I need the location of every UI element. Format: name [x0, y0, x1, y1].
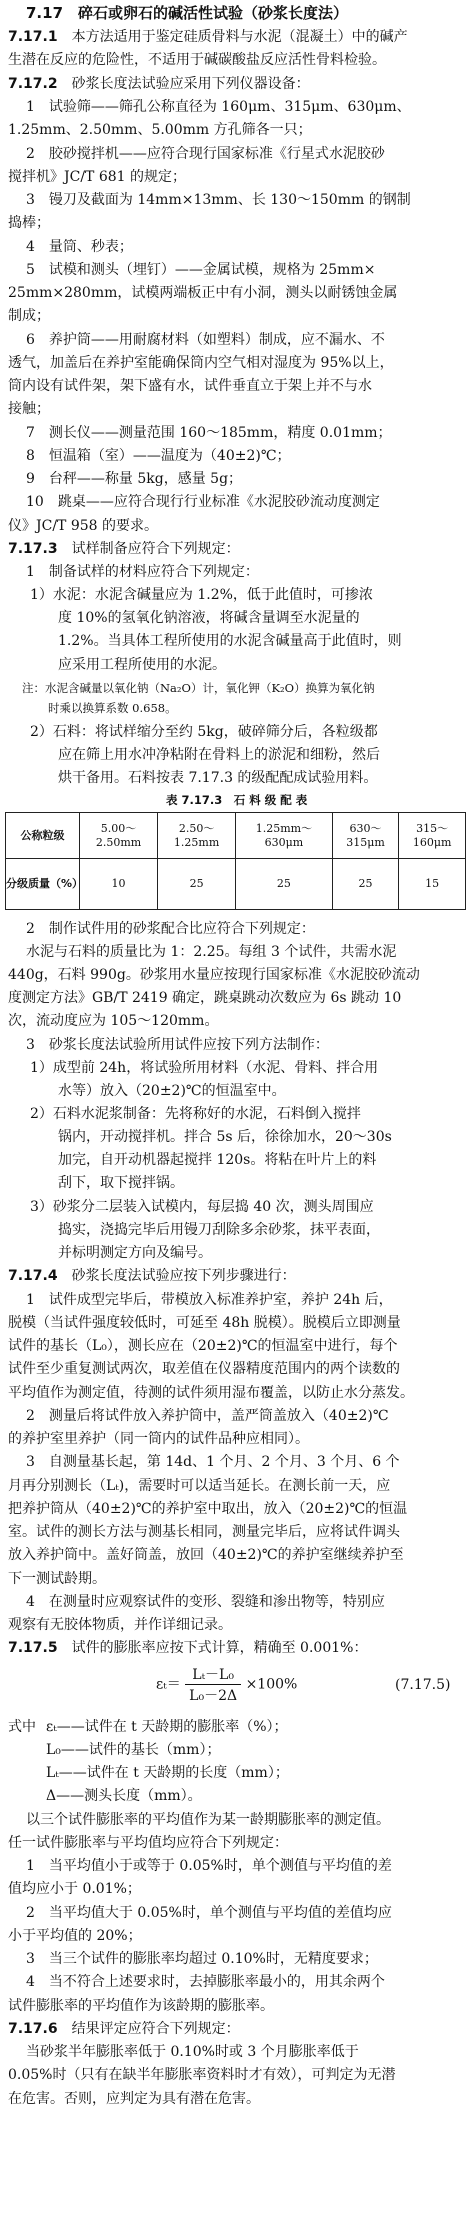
formula-rhs: ×100%: [245, 1676, 298, 1693]
instrument-line: 9 台秤——称量 5kg，感量 5g；: [26, 471, 243, 487]
procedure-line: 试件至少重复测试两次，取差值在仪器精度范围内的两个读数的: [8, 1361, 400, 1377]
specimen-line: 水等）放入（20±2)℃的恒温室中。: [58, 1083, 286, 1099]
clause-7-17-1-line-2: 生潜在反应的危险性，不适用于碱碳酸盐反应活性骨料检验。: [8, 52, 386, 68]
instrument-line: 搅拌机》JC/T 681 的规定；: [8, 169, 187, 185]
grading-table: [5, 812, 466, 910]
specimen-line: 3 砂浆长度法试验所用试件应按下列方法制作：: [26, 1037, 329, 1053]
clause-number: 7.17.3: [8, 541, 58, 557]
specimen-line: 加完，自开动机器起搅拌 120s。将粘在叶片上的料: [58, 1152, 377, 1168]
procedure-line: 月再分别测长（Lₜ)，需要时可以适当延长。在测长前一天，应: [8, 1478, 391, 1494]
specimen-line: 刮下，取下搅拌锅。: [58, 1175, 184, 1191]
evaluation-line: 当砂浆半年膨胀率低于 0.10%时或 3 个月膨胀率低于: [26, 2044, 359, 2060]
clause-number: 7.17.2: [8, 76, 58, 92]
cement-line: 1）水泥：水泥含碱量应为 1.2%，低于此值时，可掺浓: [30, 587, 373, 603]
clause-text: 试件的膨胀率应按下式计算，精确至 0.001%：: [71, 1640, 368, 1656]
cement-line: 度 10%的氢氧化钠溶液，将碱含量调至水泥量的: [58, 610, 360, 626]
section-heading: 7.17 碎石或卵石的碱活性试验（砂浆长度法）: [26, 4, 349, 22]
instrument-line: 捣棒；: [8, 215, 50, 231]
note-line: 注：水泥含碱量以氧化钠（Na₂O）计，氧化钾（K₂O）换算为氧化钠: [22, 681, 375, 695]
clause-text: 砂浆长度法试验应采用下列仪器设备：: [71, 76, 310, 92]
clause-7-17-2-intro: [8, 75, 310, 93]
note-line: 时乘以换算系数 0.658。: [48, 701, 177, 715]
procedure-line: 把养护筒从（40±2)℃的养护室中取出，放入（20±2)℃的恒温: [8, 1501, 408, 1517]
clause-7-17-4-intro: [8, 1267, 296, 1285]
specimen-line: 锅内，开动搅拌机。拌合 5s 后，徐徐加水，20～30s: [58, 1129, 392, 1145]
table-row-header: 公称粒级: [6, 813, 80, 859]
instrument-line: 制成；: [8, 308, 50, 324]
cement-line: 应采用工程所使用的水泥。: [58, 657, 226, 673]
symbol-definition: Δ——测头长度（mm）。: [46, 1788, 202, 1804]
table-row: [6, 859, 466, 910]
evaluation-line: 0.05%时（只有在缺半年膨胀率资料时才有效），可判定为无潜: [8, 2067, 396, 2083]
clause-number: 7.17.1: [8, 29, 58, 45]
formula-numerator: Lₜ－L₀: [185, 1664, 241, 1685]
procedure-line: 2 测量后将试件放入养护筒中，盖严筒盖放入（40±2)℃: [26, 1408, 389, 1424]
specimen-line: 2）石料水泥浆制备：先将称好的水泥，石料倒入搅拌: [30, 1106, 361, 1122]
precision-line: 以三个试件膨胀率的平均值作为某一龄期膨胀率的测定值。: [26, 1812, 390, 1828]
table-cell: 15: [399, 859, 466, 910]
procedure-line: 3 自测量基长起，第 14d、1 个月、2 个月、3 个月、6 个: [26, 1454, 400, 1470]
precision-line: 2 当平均值大于 0.05%时，单个测值与平均值的差值均应: [26, 1905, 392, 1921]
table-cell: 2.50～ 1.25mm: [158, 813, 236, 859]
clause-text: 结果评定应符合下列规定：: [71, 2021, 240, 2037]
table-cell: 10: [80, 859, 158, 910]
mix-line: 2 制作试件用的砂浆配合比应符合下列规定：: [26, 921, 315, 937]
symbol-definition: εₜ——试件在 t 天龄期的膨胀率（%）；: [46, 1719, 288, 1735]
table-cell: 5.00～ 2.50mm: [80, 813, 158, 859]
cement-line: 1.2%。当具体工程所使用的水泥含碱量高于此值时，则: [58, 633, 402, 649]
precision-line: 1 当平均值小于或等于 0.05%时，单个测值与平均值的差: [26, 1858, 392, 1874]
instrument-line: 6 养护筒——用耐腐材料（如塑料）制成，应不漏水、不: [26, 332, 385, 348]
specimen-line: 1）成型前 24h，将试验所用材料（水泥、骨料、拌合用: [30, 1060, 379, 1076]
precision-line: 3 当三个试件的膨胀率均超过 0.10%时，无精度要求；: [26, 1951, 378, 1967]
clause-number: 7.17.6: [8, 2021, 58, 2037]
expansion-formula: [156, 1664, 297, 1705]
precision-line: 任一试件膨胀率与平均值均应符合下列规定：: [8, 1835, 288, 1851]
mix-line: 次，流动度应为 105～120mm。: [8, 1013, 219, 1029]
clause-number: 7.17.4: [8, 1268, 58, 1284]
procedure-line: 放入养护筒中。盖好筒盖，放回（40±2)℃的养护室继续养护至: [8, 1547, 404, 1563]
instrument-line: 10 跳桌——应符合现行行业标准《水泥胶砂流动度测定: [26, 494, 380, 510]
procedure-line: 试件的基长（L₀），测长应在（20±2)℃的恒温室中进行，每个: [8, 1338, 398, 1354]
mix-line: 度测定方法》GB/T 2419 确定，跳桌跳动次数应为 6s 跳动 10: [8, 990, 402, 1006]
table-row-header: 分级质量（%）: [6, 859, 80, 910]
instrument-line: 4 量筒、秒表；: [26, 239, 133, 255]
instrument-line: 7 测长仪——测量范围 160～185mm，精度 0.01mm；: [26, 425, 392, 441]
table-cell: 25: [236, 859, 333, 910]
clause-text: 本方法适用于鉴定硅质骨料与水泥（混凝土）中的碱产: [71, 29, 408, 45]
procedure-line: 的养护室里养护（同一筒内的试件品种应相同）。: [8, 1431, 309, 1447]
instrument-line: 2 胶砂搅拌机——应符合现行国家标准《行星式水泥胶砂: [26, 146, 385, 162]
formula-denominator: L₀－2Δ: [189, 1688, 238, 1704]
specimen-line: 捣实，浇捣完毕后用镘刀刮除多余砂浆，抹平表面，: [58, 1222, 380, 1238]
clause-text: 试样制备应符合下列规定：: [71, 541, 240, 557]
procedure-line: 室。试件的测长方法与测基长相同，测量完毕后，应将试件调头: [8, 1524, 400, 1540]
instrument-line: 接触；: [8, 401, 50, 417]
formula-fraction: [185, 1664, 241, 1705]
instrument-line: 25mm×280mm，试模两端板正中有小洞，测头以耐锈蚀金属: [8, 285, 398, 301]
table-cell: 25: [158, 859, 236, 910]
table-cell: 315～ 160μm: [399, 813, 466, 859]
formula-lhs: εₜ＝: [156, 1676, 181, 1693]
table-caption: 表 7.17.3 石 料 级 配 表: [166, 793, 308, 807]
instrument-line: 1.25mm、2.50mm、5.00mm 方孔筛各一只；: [8, 122, 312, 138]
procedure-line: 平均值作为测定值，待测的试件须用湿布覆盖，以防止水分蒸发。: [8, 1385, 414, 1401]
table-row: [6, 813, 466, 859]
equation-number: (7.17.5): [395, 1677, 451, 1693]
instrument-line: 仪》JC/T 958 的要求。: [8, 518, 159, 534]
clause-text: 砂浆长度法试验应按下列步骤进行：: [71, 1268, 296, 1284]
stone-line: 应在筛上用水冲净粘附在骨料上的淤泥和细粉，然后: [58, 747, 380, 763]
table-cell: 25: [332, 859, 399, 910]
clause-7-17-6-intro: [8, 2020, 240, 2038]
mix-line: 水泥与石料的质量比为 1：2.25。每组 3 个试件，共需水泥: [26, 944, 397, 960]
specimen-line: 并标明测定方向及编号。: [58, 1245, 212, 1261]
precision-line: 试件膨胀率的平均值作为该龄期的膨胀率。: [8, 1998, 274, 2014]
symbol-definition: Lₜ——试件在 t 天龄期的长度（mm）；: [46, 1765, 289, 1781]
procedure-line: 下一测试龄期。: [8, 1571, 106, 1587]
where-label: 式中: [8, 1719, 36, 1735]
precision-line: 小于平均值的 20%；: [8, 1928, 142, 1944]
clause-number: 7.17.5: [8, 1640, 58, 1656]
specimen-line: 3）砂浆分二层装入试模内，每层捣 40 次，测头周围应: [30, 1199, 374, 1215]
evaluation-line: 在危害。否则，应判定为具有潜在危害。: [8, 2091, 260, 2107]
procedure-line: 4 在测量时应观察试件的变形、裂缝和渗出物等，特别应: [26, 1594, 385, 1610]
mix-line: 440g，石料 990g。砂浆用水量应按现行国家标准《水泥胶砂流动: [8, 967, 420, 983]
clause-7-17-1-line-1: [8, 28, 408, 46]
procedure-line: 1 试件成型完毕后，带模放入标准养护室，养护 24h 后，: [26, 1292, 393, 1308]
instrument-line: 透气，加盖后在养护室能确保筒内空气相对湿度为 95%以上，: [8, 355, 394, 371]
procedure-line: 观察有无胶体物质，并作详细记录。: [8, 1617, 232, 1633]
instrument-line: 5 试模和测头（埋钉）——金属试模，规格为 25mm×: [26, 262, 376, 278]
instrument-line: 3 镘刀及截面为 14mm×13mm、长 130～150mm 的钢制: [26, 192, 411, 208]
clause-7-17-3-intro: [8, 540, 240, 558]
instrument-line: 筒内设有试件架，架下盛有水，试件垂直立于架上并不与水: [8, 378, 372, 394]
instrument-line: 8 恒温箱（室）——温度为（40±2)℃；: [26, 448, 291, 464]
instrument-line: 1 试验筛——筛孔公称直径为 160μm、315μm、630μm、: [26, 99, 411, 115]
stone-line: 烘干备用。石料按表 7.17.3 的级配配成试验用料。: [58, 770, 378, 786]
symbol-definition: L₀——试件的基长（mm）；: [46, 1742, 221, 1758]
table-cell: 630～ 315μm: [332, 813, 399, 859]
precision-line: 值均应小于 0.01%；: [8, 1881, 141, 1897]
procedure-line: 脱模（当试件强度较低时，可延至 48h 脱模）。脱模后立即测量: [8, 1315, 401, 1331]
material-requirement: 1 制备试样的材料应符合下列规定：: [26, 564, 259, 580]
clause-7-17-5-intro: [8, 1639, 367, 1657]
table-cell: 1.25mm～ 630μm: [236, 813, 333, 859]
stone-line: 2）石料：将试样缩分至约 5kg，破碎筛分后，各粒级都: [30, 724, 378, 740]
precision-line: 4 当不符合上述要求时，去掉膨胀率最小的，用其余两个: [26, 1974, 385, 1990]
